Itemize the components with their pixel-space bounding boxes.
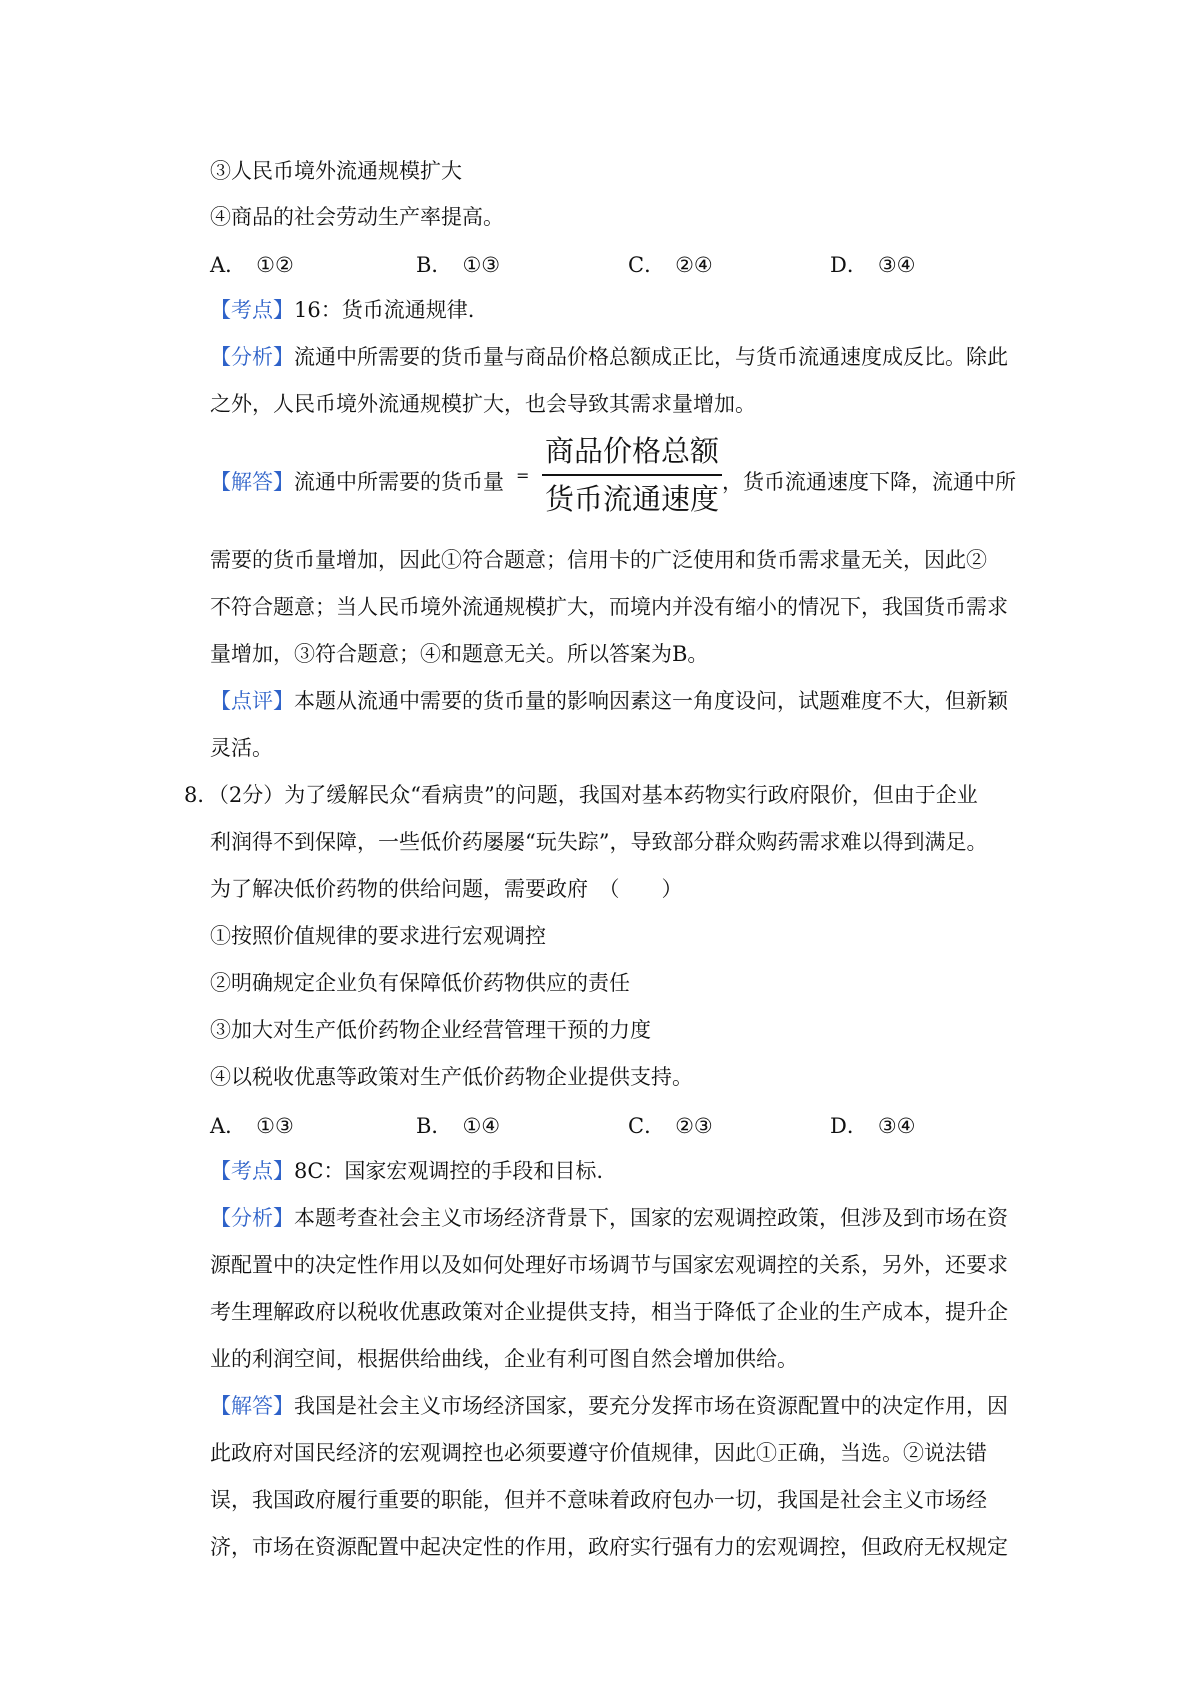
q8-statement-3: ③加大对生产低价药物企业经营管理干预的力度 — [210, 1018, 651, 1042]
kaodian-tag: 【考点】 — [210, 298, 294, 322]
equals-sign: = — [516, 466, 530, 485]
q7-option-b: B． ①③ — [416, 253, 501, 277]
q7-option-d: D． ③④ — [830, 253, 916, 277]
jieda-tag: 【解答】 — [210, 470, 294, 494]
q7-jieda-line-2: 需要的货币量增加，因此①符合题意；信用卡的广泛使用和货币需求量无关，因此② — [210, 548, 987, 572]
q7-dianping-line-2: 灵活。 — [210, 736, 273, 760]
fraction-bar — [542, 474, 722, 476]
q8-statement-4: ④以税收优惠等政策对生产低价药物企业提供支持。 — [210, 1065, 693, 1089]
q7-dianping: 【点评】本题从流通中需要的货币量的影响因素这一角度设问，试题难度不大，但新颖 — [210, 689, 1008, 713]
statement-3: ③人民币境外流通规模扩大 — [210, 159, 462, 183]
q8-option-d: D． ③④ — [830, 1114, 916, 1138]
statement-4: ④商品的社会劳动生产率提高。 — [210, 205, 504, 229]
q8-jieda-line-3: 误，我国政府履行重要的职能，但并不意味着政府包办一切，我国是社会主义市场经 — [210, 1488, 987, 1512]
fraction — [542, 432, 722, 520]
q8-option-a: A． ①③ — [210, 1114, 294, 1138]
q8-fenxi-line-3: 考生理解政府以税收优惠政策对企业提供支持，相当于降低了企业的生产成本，提升企 — [210, 1300, 1008, 1324]
q7-option-a: A． ①② — [210, 253, 294, 277]
q8-stem-line-3: 为了解决低价药物的供给问题，需要政府 （ ） — [210, 877, 683, 901]
q7-option-c: C． ②④ — [628, 253, 713, 277]
fenxi-tag: 【分析】 — [210, 1206, 294, 1230]
q8-statement-2: ②明确规定企业负有保障低价药物供应的责任 — [210, 971, 630, 995]
q7-jieda-line-4: 量增加，③符合题意；④和题意无关。所以答案为B。 — [210, 642, 709, 666]
q7-fenxi-line-2: 之外，人民币境外流通规模扩大，也会导致其需求量增加。 — [210, 392, 756, 416]
q8-option-b: B． ①④ — [416, 1114, 501, 1138]
q7-kaodian: 【考点】16：货币流通规律. — [210, 298, 475, 322]
q8-kaodian: 【考点】8C：国家宏观调控的手段和目标. — [210, 1159, 604, 1183]
q8-stem-line-2: 利润得不到保障，一些低价药屡屡“玩失踪”，导致部分群众购药需求难以得到满足。 — [210, 830, 988, 854]
q8-jieda-line-2: 此政府对国民经济的宏观调控也必须要遵守价值规律，因此①正确，当选。②说法错 — [210, 1441, 987, 1465]
fraction-numerator: 商品价格总额 — [544, 434, 719, 468]
q8-option-c: C． ②③ — [628, 1114, 713, 1138]
q7-options — [210, 249, 1030, 277]
fenxi-tag: 【分析】 — [210, 345, 294, 369]
q8-statement-1: ①按照价值规律的要求进行宏观调控 — [210, 924, 546, 948]
q7-jieda-line-3: 不符合题意；当人民币境外流通规模扩大，而境内并没有缩小的情况下，我国货币需求 — [210, 595, 1008, 619]
q7-fenxi: 【分析】流通中所需要的货币量与商品价格总额成正比，与货币流通速度成反比。除此 — [210, 345, 1008, 369]
q8-fenxi-line-2: 源配置中的决定性作用以及如何处理好市场调节与国家宏观调控的关系，另外，还要求 — [210, 1253, 1008, 1277]
jieda-tag: 【解答】 — [210, 1394, 294, 1418]
kaodian-tag: 【考点】 — [210, 1159, 294, 1183]
dianping-tag: 【点评】 — [210, 689, 294, 713]
q8-jieda: 【解答】我国是社会主义市场经济国家，要充分发挥市场在资源配置中的决定作用，因 — [210, 1394, 1008, 1418]
fraction-denominator: 货币流通速度 — [544, 482, 719, 516]
q8-fenxi-line-4: 业的利润空间，根据供给曲线，企业有利可图自然会增加供给。 — [210, 1347, 798, 1371]
q7-jieda-formula: 【解答】流通中所需要的货币量 = 商品价格总额 货币流通速度 ，货币流通速度下降，流通中所 — [210, 432, 1040, 532]
q8-jieda-line-4: 济，市场在资源配置中起决定性的作用，政府实行强有力的宏观调控，但政府无权规定 — [210, 1535, 1008, 1559]
q8-options — [210, 1110, 1030, 1138]
q8-fenxi: 【分析】本题考查社会主义市场经济背景下，国家的宏观调控政策，但涉及到市场在资 — [210, 1206, 1008, 1230]
q8-stem-line-1: 8．（2分）为了缓解民众“看病贵”的问题，我国对基本药物实行政府限价，但由于企业 — [184, 783, 978, 807]
